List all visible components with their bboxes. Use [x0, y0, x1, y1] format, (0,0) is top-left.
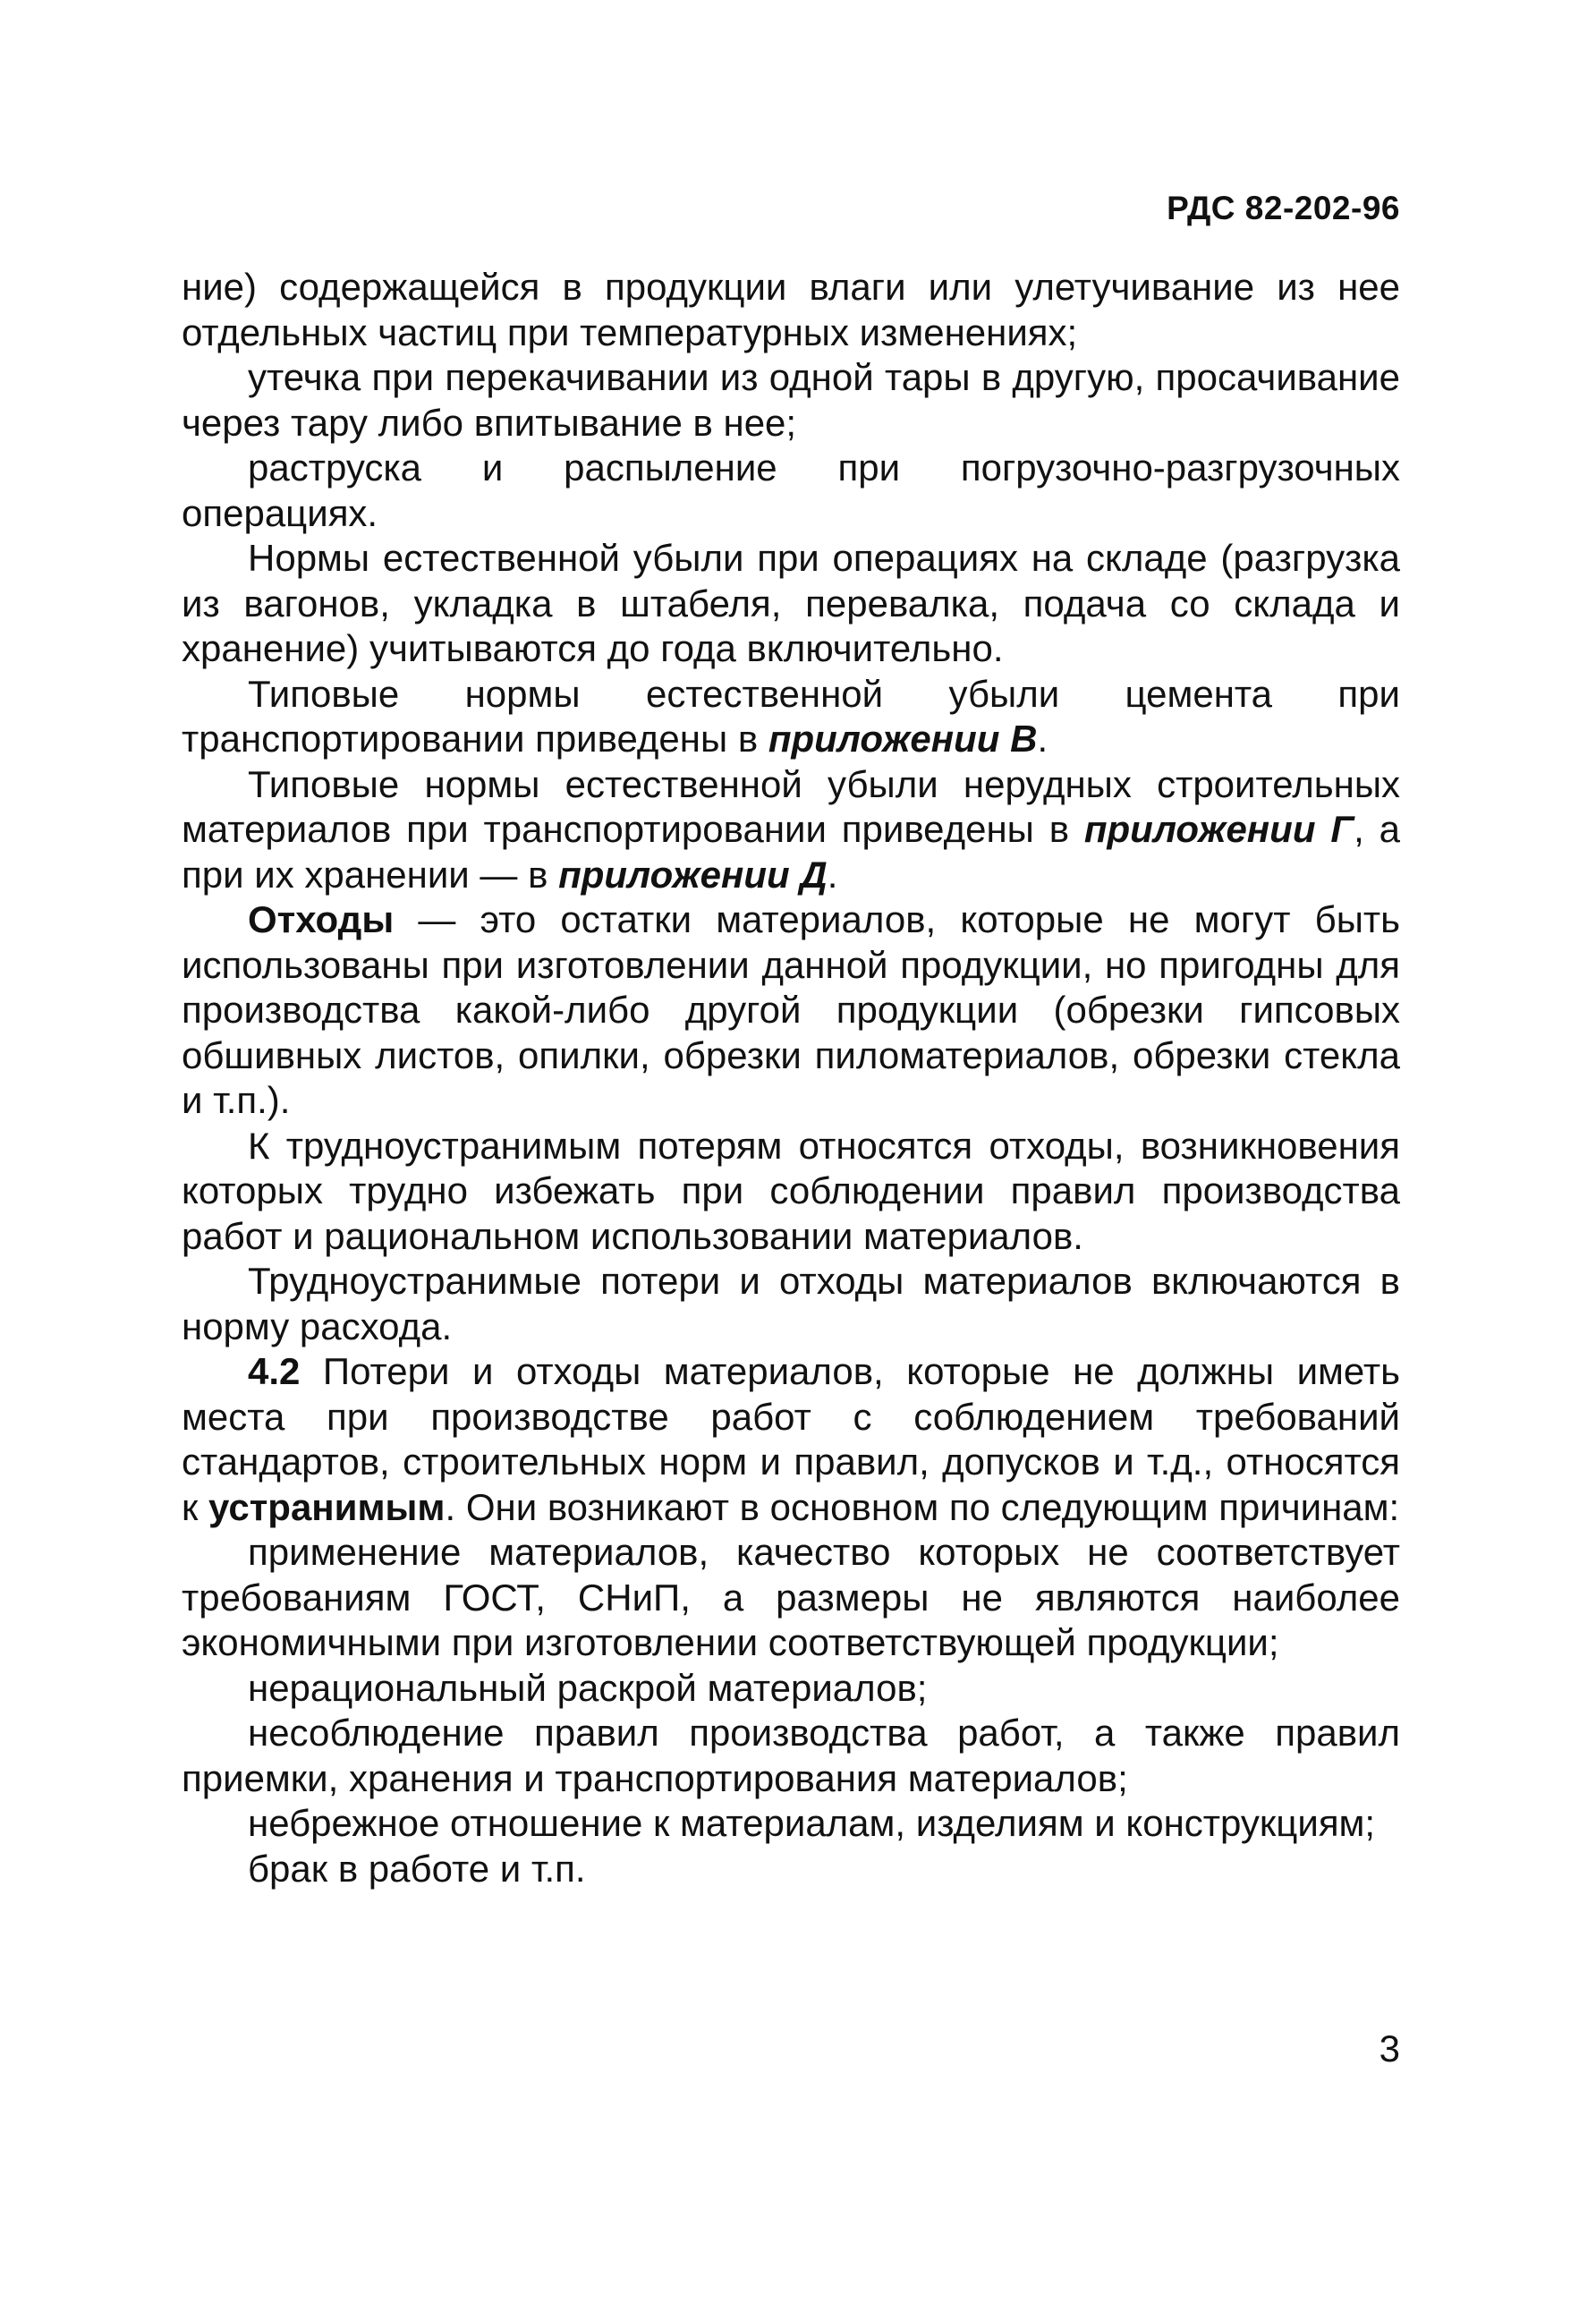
paragraph-included-in-norm: Трудноустранимые потери и отходы материалов включаются в норму расхода. — [182, 1260, 1400, 1347]
list-item-material-quality: применение материалов, качество которых не соответствует требованиям ГОСТ, СНиП, а размеры не являются наиболее экономичными при изготовлении соответствующей продукции; — [182, 1531, 1400, 1663]
list-item-defects: брак в работе и т.п. — [248, 1847, 586, 1890]
appendix-reference[interactable]: приложении Д — [558, 853, 828, 896]
defined-term: Отходы — [248, 898, 395, 940]
paragraph-warehouse-norms: Нормы естественной убыли при операциях на складе (разгрузка из вагонов, укладка в штабеля, перевалка, подача со склада и хранение) учитываются до года включительно. — [182, 537, 1400, 669]
defined-term: устранимым — [208, 1485, 446, 1528]
document-body — [182, 265, 1400, 1891]
paragraph-cement-norms: Типовые нормы естественной убыли цемента при транспортировании приведены в приложении В. — [182, 672, 1400, 760]
section-4-2: 4.2 Потери и отходы материалов, которые не должны иметь места при производстве работ с соблюдением требований стандартов, строительных норм и правил, допусков и т.д., относятся к устранимым. Они возникают в основном по следующим причинам: — [182, 1350, 1400, 1528]
list-item-spillage: раструска и распыление при погрузочно-разгрузочных операциях. — [182, 446, 1400, 534]
appendix-reference[interactable]: приложении В — [768, 718, 1038, 760]
paragraph-waste-definition: Отходы — это остатки материалов, которые не могут быть использованы при изготовлении данной продукции, но пригодны для производства какой-либо другой продукции (обрезки гипсовых обшивных листов, опилки, обрезки пиломатериалов, обрезки стекла и т.п.). — [182, 898, 1400, 1121]
paragraph-nonmetallic-norms: Типовые нормы естественной убыли нерудных строительных материалов при транспортировании приведены в приложении Г, а при их хранении — в приложении Д. — [182, 762, 1400, 896]
list-item-leakage: утечка при перекачивании из одной тары в другую, просачивание через тару либо впитывание в нее; — [182, 356, 1400, 444]
document-code-header: РДС 82-202-96 — [1167, 190, 1400, 226]
list-item-rules-violation: несоблюдение правил производства работ, а также правил приемки, хранения и транспортирования материалов; — [182, 1712, 1400, 1799]
section-number: 4.2 — [248, 1350, 301, 1392]
paragraph-continuation: ние) содержащейся в продукции влаги или улетучивание из нее отдельных частиц при температурных изменениях; — [182, 266, 1400, 353]
list-item-irrational-cutting: нерациональный раскрой материалов; — [248, 1666, 928, 1709]
page-number: 3 — [1379, 2027, 1400, 2069]
appendix-reference[interactable]: приложении Г — [1083, 808, 1354, 850]
list-item-careless-handling: небрежное отношение к материалам, изделиям и конструкциям; — [248, 1802, 1376, 1844]
paragraph-hard-to-remove-losses: К трудноустранимым потерям относятся отходы, возникновения которых трудно избежать при соблюдении правил производства работ и рациональном использовании материалов. — [182, 1124, 1400, 1257]
